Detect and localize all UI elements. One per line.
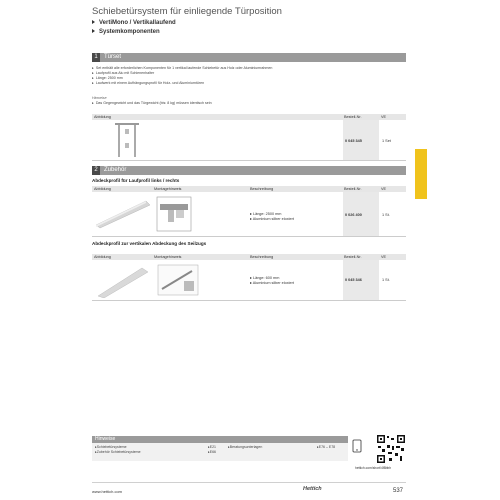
section-1-label: Türset (104, 54, 122, 60)
section-1-bar (92, 53, 406, 62)
cover-profile-image (94, 197, 152, 229)
subtitle-product (92, 20, 176, 26)
desc-bullet: ▸ Länge: 2500 mm (250, 212, 282, 216)
col-header-mounting: Montagehinweis (154, 187, 182, 191)
sub1-title: Abdeckprofil für Laufprofil links / rechts (92, 178, 180, 183)
table-divider (92, 160, 406, 161)
page-number: 537 (393, 488, 404, 494)
desc-text: Aluminium silber eloxiert (252, 281, 294, 285)
col-header-ve: VE (381, 187, 387, 191)
subtitle-product-text: VertiMono / Vertikallaufend (99, 20, 176, 26)
packing-unit: 1 Set (382, 139, 391, 143)
hint-page: ▸ E66 (208, 450, 216, 454)
footer-url[interactable]: www.hettich.com (92, 489, 123, 494)
section-2-bar (92, 166, 406, 175)
col-header-description: Beschreibung (250, 255, 274, 259)
qr-code[interactable] (376, 434, 406, 464)
article-number: 0 026 400 (345, 213, 362, 217)
article-number: 0 045 346 (345, 278, 362, 282)
subtitle-components (92, 29, 160, 35)
hint-link[interactable]: ▸ Schiebetürsysteme (95, 445, 127, 449)
vertical-cover-image (94, 262, 152, 298)
section-2-label: Zubehör (104, 167, 127, 173)
sub2-title: Abdeckprofil zur vertikalen Abdeckung des Seilzugs (92, 241, 207, 246)
section-1-bullet: ▸ Set enthält alle erforderlichen Komponenten für 1 vertikal laufende Schiebetür aus Holz oder Aluminiumrahmen (92, 66, 272, 70)
mounting-diagram (156, 196, 192, 232)
packing-unit: 1 St. (382, 278, 390, 282)
section-2-number: 2 (92, 166, 100, 175)
hint-link[interactable]: ▸ Zubehör Schiebetürsysteme (95, 450, 141, 454)
col-header-image: Abbildung (94, 115, 111, 119)
hint-page: ▸ E76 – E78 (317, 445, 335, 449)
subtitle-components-text: Systemkomponenten (99, 29, 160, 35)
packing-unit: 1 St. (382, 213, 390, 217)
col-header-description: Beschreibung (250, 187, 274, 191)
mounting-diagram (156, 263, 200, 297)
arrow-icon (92, 29, 95, 33)
article-number: 0 045 345 (345, 139, 362, 143)
hettich-logo: Hettich (303, 486, 322, 492)
hints-title: Hinweise (95, 436, 116, 442)
phone-icon (352, 439, 362, 453)
section-1-bullet: ▸ Laufwerk mit einem Aufhängungsprofil für Holz- und Aluminiumtüren (92, 81, 204, 85)
col-header-image: Abbildung (94, 255, 111, 259)
col-header-article: Bestell-Nr. (344, 255, 362, 259)
col-header-mounting: Montagehinweis (154, 255, 182, 259)
arrow-icon (92, 20, 95, 24)
section-1-bullet: ▸ Länge: 2500 mm (92, 76, 123, 80)
desc-text: Länge: 2500 mm (252, 212, 282, 216)
section-1-number: 1 (92, 53, 100, 62)
section-1-hint-label: Hinweise (92, 96, 107, 100)
desc-bullet: ▸ Aluminium silber eloxiert (250, 217, 294, 221)
chapter-tab (415, 149, 427, 199)
section-1-bullet: ▸ Laufprofil aus Alu mit Schienenhalter (92, 71, 154, 75)
table-divider (92, 236, 406, 237)
desc-text: Länge: 600 mm (252, 276, 280, 280)
hints-box (92, 443, 348, 461)
desc-bullet: ▸ Aluminium silber eloxiert (250, 281, 294, 285)
hints-header (92, 436, 348, 443)
hint-link[interactable]: ▸ Beratungsunterlagen (228, 445, 262, 449)
desc-text: Aluminium silber eloxiert (252, 217, 294, 221)
hint-page: ▸ E21 (208, 445, 216, 449)
table-divider (92, 300, 406, 301)
col-header-image: Abbildung (94, 187, 111, 191)
desc-bullet: ▸ Länge: 600 mm (250, 276, 280, 280)
col-header-ve: VE (381, 115, 387, 119)
qr-caption[interactable]: hettich.com/short/4f8bbh (355, 466, 392, 470)
col-header-article: Bestell-Nr. (344, 115, 362, 119)
col-header-ve: VE (381, 255, 387, 259)
page-title: Schiebetürsystem für einliegende Türposition (92, 6, 282, 17)
col-header-article: Bestell-Nr. (344, 187, 362, 191)
door-set-image (112, 121, 142, 159)
footer-rule (92, 482, 406, 483)
section-1-hint-text: ▸ Das Gegengewicht und das Türgewicht (bis: 8 kg) müssen identisch sein (92, 101, 212, 105)
